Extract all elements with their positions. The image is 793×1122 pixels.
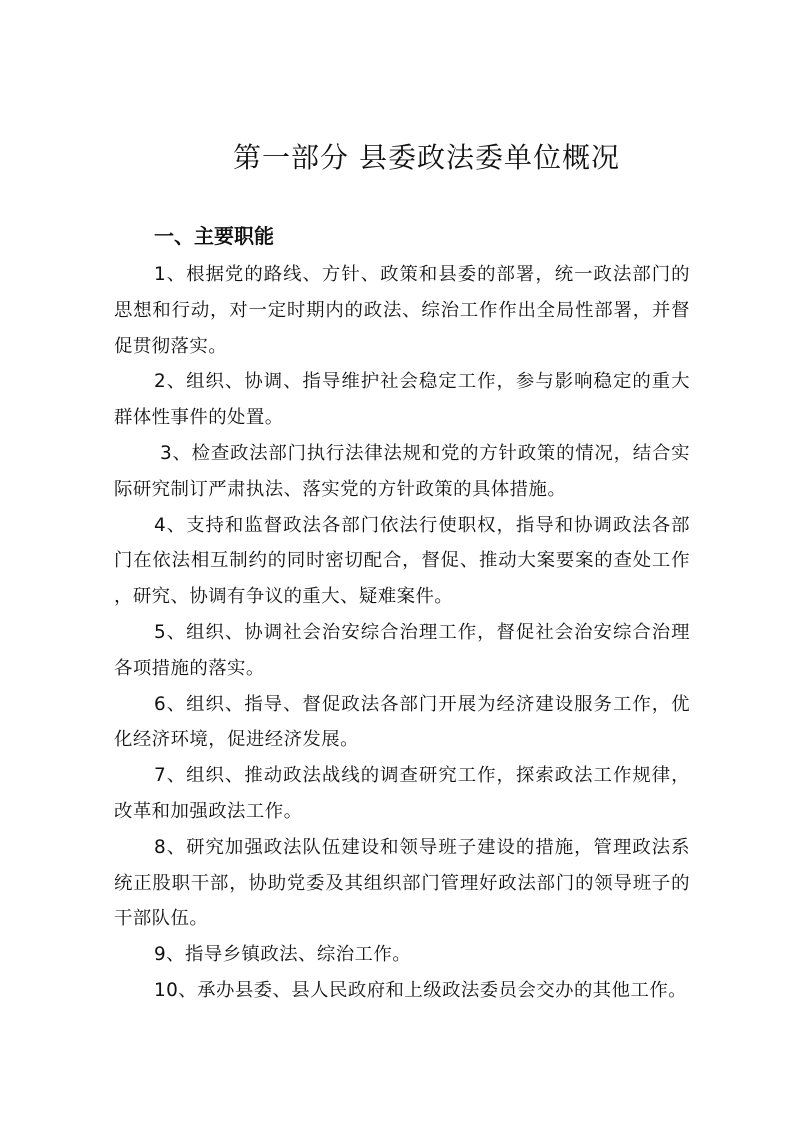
document-title: 第一部分 县委政法委单位概况 <box>233 141 620 174</box>
duty-item-9: 9、指导乡镇政法、综治工作。 <box>154 944 412 966</box>
duty-item-10: 10、承办县委、县人民政府和上级政法委员会交办的其他工作。 <box>154 979 687 1001</box>
duty-item-5: 5、组织、协调社会治安综合治理工作，督促社会治安综合治理各项措施的落实。 <box>114 621 690 679</box>
duty-item-3: 3、检查政法部门执行法律法规和党的方针政策的情况，结合实际研究制订严肃执法、落实党的方针政策的具体措施。 <box>114 442 690 500</box>
duty-item-4: 4、支持和监督政法各部门依法行使职权，指导和协调政法各部门在依法相互制约的同时密切配合，督促、推动大案要案的查处工作，研究、协调有争议的重大、疑难案件。 <box>114 514 690 608</box>
duty-item-8: 8、研究加强政法队伍建设和领导班子建设的措施，管理政法系统正股职干部，协助党委及其组织部门管理好政法部门的领导班子的干部队伍。 <box>114 836 690 930</box>
duty-list <box>114 257 690 1009</box>
duty-item-2: 2、组织、协调、指导维护社会稳定工作，参与影响稳定的重大群体性事件的处置。 <box>114 371 690 429</box>
section-heading: 一、主要职能 <box>154 224 274 248</box>
duty-item-1: 1、根据党的路线、方针、政策和县委的部署，统一政法部门的思想和行动，对一定时期内的政法、综治工作作出全局性部署，并督促贯彻落实。 <box>114 264 690 357</box>
duty-item-6: 6、组织、指导、督促政法各部门开展为经济建设服务工作，优化经济环境，促进经济发展。 <box>114 693 690 751</box>
duty-item-7: 7、组织、推动政法战线的调查研究工作，探索政法工作规律，改革和加强政法工作。 <box>114 765 690 822</box>
